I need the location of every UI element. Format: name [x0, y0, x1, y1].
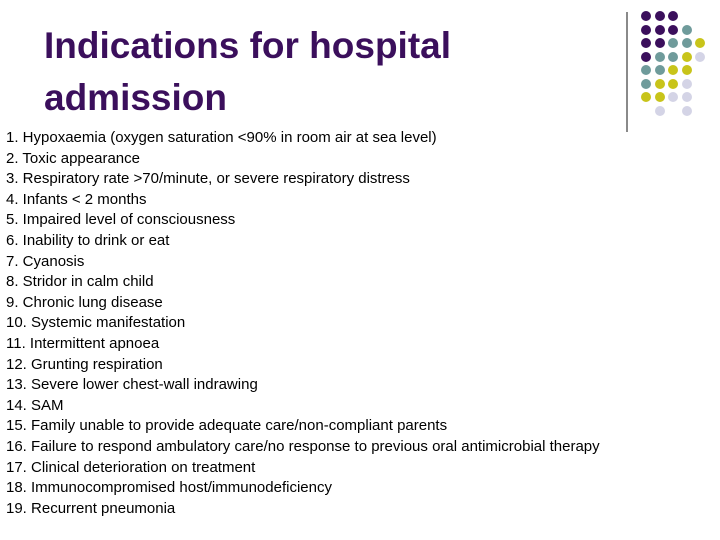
decorative-dot — [641, 65, 651, 75]
decorative-dot — [641, 11, 651, 21]
criteria-item: 11. Intermittent apnoea — [6, 334, 160, 352]
decorative-dot — [655, 92, 665, 102]
criteria-item: 14. SAM — [6, 396, 64, 414]
title-line-1: Indications for hospital — [44, 25, 452, 66]
decorative-dot — [668, 11, 678, 21]
decorative-dot — [682, 38, 692, 48]
criteria-item: 19. Recurrent pneumonia — [6, 499, 176, 517]
criteria-item: 2. Toxic appearance — [6, 149, 140, 167]
decorative-dot — [682, 25, 692, 35]
decorative-dot — [682, 79, 692, 89]
decorative-dot — [682, 92, 692, 102]
decorative-dot — [655, 65, 665, 75]
decorative-dot — [695, 38, 705, 48]
criteria-item: 7. Cyanosis — [6, 252, 85, 270]
criteria-item: 13. Severe lower chest-wall indrawing — [6, 376, 258, 394]
criteria-item: 10. Systemic manifestation — [6, 314, 186, 332]
decorative-dot — [668, 38, 678, 48]
criteria-item: 17. Clinical deterioration on treatment — [6, 458, 256, 476]
decorative-dot — [682, 65, 692, 75]
decorative-dot — [682, 106, 692, 116]
decorative-dot — [641, 25, 651, 35]
criteria-item: 6. Inability to drink or eat — [6, 231, 170, 249]
decorative-dot — [668, 92, 678, 102]
decorative-dot — [655, 106, 665, 116]
criteria-item: 12. Grunting respiration — [6, 355, 163, 373]
decorative-dot — [695, 52, 705, 62]
decorative-dot — [655, 25, 665, 35]
criteria-item: 8. Stridor in calm child — [6, 273, 154, 291]
decorative-dot — [668, 79, 678, 89]
criteria-item: 5. Impaired level of consciousness — [6, 211, 236, 229]
decorative-dot — [641, 38, 651, 48]
decorative-dot — [655, 79, 665, 89]
slide-title — [44, 20, 584, 124]
decorative-dot — [655, 52, 665, 62]
decorative-dot — [641, 52, 651, 62]
criteria-item: 4. Infants < 2 months — [6, 190, 147, 208]
decorative-dot — [668, 65, 678, 75]
criteria-item: 9. Chronic lung disease — [6, 293, 163, 311]
criteria-item: 18. Immunocompromised host/immunodeficiency — [6, 479, 332, 497]
decorative-dot — [655, 11, 665, 21]
decorative-divider — [626, 12, 628, 132]
criteria-item: 3. Respiratory rate >70/minute, or severe respiratory distress — [6, 170, 410, 188]
decorative-dot — [682, 52, 692, 62]
admission-criteria-list — [6, 128, 600, 519]
decorative-dot — [641, 79, 651, 89]
criteria-item: 15. Family unable to provide adequate care/non-compliant parents — [6, 417, 448, 435]
decorative-dot — [641, 92, 651, 102]
decorative-dot — [655, 38, 665, 48]
title-line-2: admission — [44, 77, 227, 118]
decorative-dot — [668, 25, 678, 35]
decorative-dot — [668, 52, 678, 62]
criteria-item: 16. Failure to respond ambulatory care/no response to previous oral antimicrobial therapy — [6, 437, 600, 455]
criteria-item: 1. Hypoxaemia (oxygen saturation <90% in room air at sea level) — [6, 129, 437, 146]
